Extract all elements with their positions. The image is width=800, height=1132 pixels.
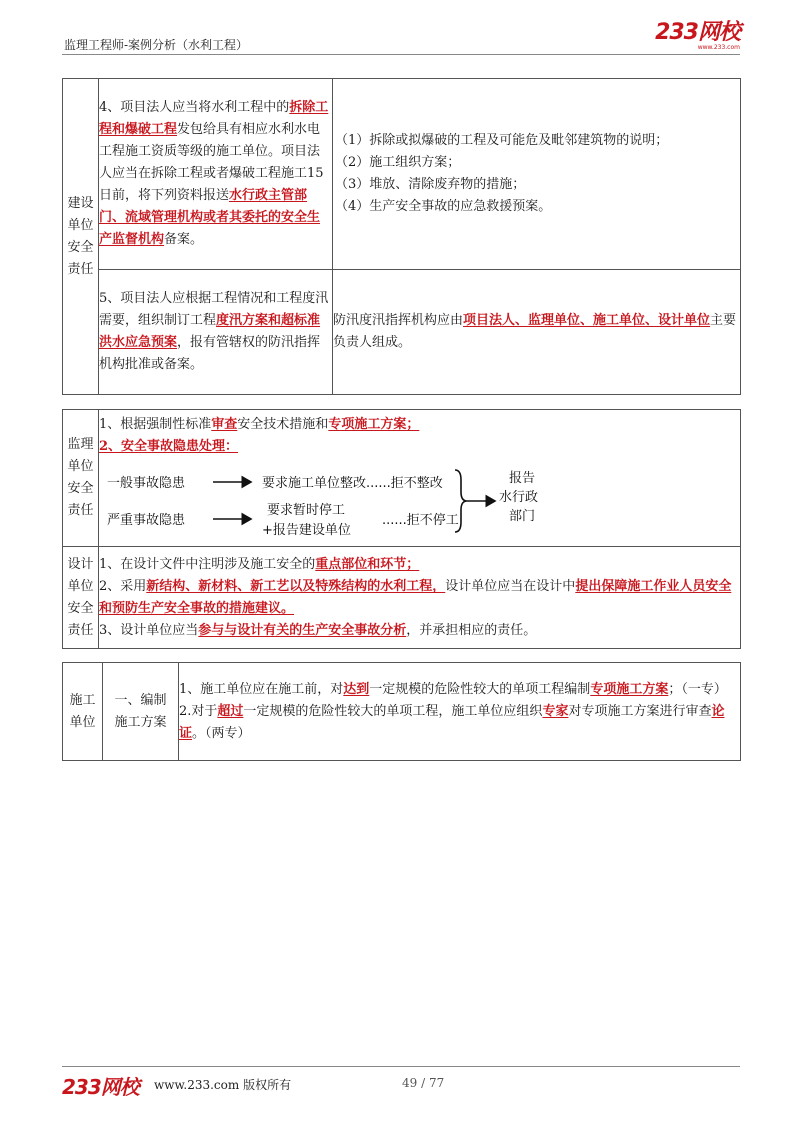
contractor-content: [179, 663, 741, 761]
item4-u1: 拆除工程和爆破工程: [99, 100, 329, 137]
con-l1b: 一定规模的危险性较大的单项工程编制: [369, 681, 591, 697]
item5-r2: 主要负责人组成。: [333, 313, 737, 350]
brand-logo: [655, 22, 740, 51]
des-l3u: 参与与设计有关的生产安全事故分析: [198, 622, 407, 638]
label-report-2: 水行政: [499, 490, 539, 505]
logo-url: www.233.com: [697, 44, 740, 51]
page-number: 49 / 77: [402, 1076, 445, 1090]
page-footer: [62, 1066, 740, 1097]
material-item: （3）堆放、清除废弃物的措施；: [335, 177, 526, 192]
table-supervision-design: [62, 409, 741, 649]
label-serious-refuse: ......拒不停工: [382, 513, 459, 528]
item4-u2: 水行政主管部门、流域管理机构或者其委托的安全生产监督机构: [99, 188, 321, 247]
doc-title: 监理工程师-案例分析（水利工程）: [64, 38, 249, 52]
contractor-line1: [179, 679, 740, 701]
con-l2u3: 论证: [179, 703, 725, 741]
con-l2a: 2.对于: [179, 703, 218, 719]
des-l3b: ，并承担相应的责任。: [406, 622, 537, 638]
des-l2u2: 提出保障施工作业人员安全和预防生产安全事故的措施建议。: [99, 578, 732, 616]
material-item: （2）施工组织方案；: [335, 155, 461, 170]
item5-text: [99, 270, 333, 395]
label-report-3: 部门: [509, 509, 536, 524]
sup-l2u: 2、安全事故隐患处理：: [99, 439, 239, 454]
label-serious-action-1: 要求暂时停工: [267, 503, 346, 518]
con-l2u1: 超过: [217, 703, 244, 719]
con-l1c: ；（一专）: [668, 681, 727, 697]
sup-l1u2: 专项施工方案；: [328, 417, 420, 432]
con-l1u1: 达到: [343, 681, 370, 697]
footer-logo: 233网校: [62, 1075, 139, 1099]
con-l2d: 。（两专）: [192, 725, 251, 741]
row-label-supervision: [63, 410, 99, 547]
des-l2u1: 新结构、新材料、新工艺以及特殊结构的水利工程，: [146, 578, 446, 594]
row-sublabel-plan: [103, 663, 179, 761]
des-l2b: 设计单位应当在设计中: [445, 578, 576, 594]
footer-copyright: www.233.com 版权所有: [154, 1078, 292, 1092]
des-l1u: 重点部位和环节；: [315, 556, 420, 572]
row-label-construction: [63, 79, 99, 395]
item4-p1: 4、项目法人应当将水利工程中的: [99, 100, 290, 115]
label-text: 施工 单位: [69, 692, 96, 730]
supervision-line1: [99, 414, 740, 436]
item4-materials: [333, 79, 741, 270]
item5-r1: 防汛度汛指挥机构应由: [333, 313, 464, 328]
supervision-line2: [99, 436, 740, 458]
contractor-line2: [179, 701, 740, 745]
row-label-contractor: [63, 663, 103, 761]
table-construction-unit: [62, 78, 741, 395]
label-report-1: 报告: [509, 471, 536, 486]
sup-l1b: 安全技术措施和: [237, 417, 329, 432]
design-line3: [99, 620, 740, 642]
label-serious-action-2: +报告建设单位: [262, 523, 351, 538]
label-text: 设计 单位 安全 责任: [67, 556, 94, 638]
table-construction-company: [62, 662, 741, 761]
design-content: [99, 547, 741, 649]
sup-l1u1: 审查: [211, 417, 238, 432]
item5-ru: 项目法人、监理单位、施工单位、设计单位: [463, 313, 711, 328]
item4-p2: 发包给具有相应水利水电工程施工资质等级的施工单位。项目法人应当在拆除工程或者爆破工程施工15日前，将下列资料报送: [99, 122, 324, 203]
item5-u1: 度汛方案和超标准洪水应急预案: [99, 313, 321, 350]
sup-l1a: 1、根据强制性标准: [99, 417, 212, 432]
des-l3a: 3、设计单位应当: [99, 622, 199, 638]
row-label-design: [63, 547, 99, 649]
hazard-diagram: [99, 458, 740, 546]
item5-right: [333, 270, 741, 395]
design-line1: [99, 554, 740, 576]
supervision-content: [99, 410, 741, 547]
con-l2b: 一定规模的危险性较大的单项工程，施工单位应组织: [243, 703, 543, 719]
material-item: （4）生产安全事故的应急救援预案。: [335, 199, 552, 214]
item4-text: [99, 79, 333, 270]
label-general-hazard: 一般事故隐患: [107, 476, 186, 491]
label-general-action: 要求施工单位整改......拒不整改: [262, 476, 443, 491]
con-l1u2: 专项施工方案: [590, 681, 669, 697]
con-l2c: 对专项施工方案进行审查: [568, 703, 712, 719]
label-text: 建设 单位 安全 责任: [67, 195, 94, 277]
material-item: （1）拆除或拟爆破的工程及可能危及毗邻建筑物的说明；: [335, 133, 669, 148]
label-serious-hazard: 严重事故隐患: [107, 513, 186, 528]
label-text: 监理 单位 安全 责任: [67, 437, 94, 518]
con-l2u2: 专家: [542, 703, 569, 719]
page-header: [62, 20, 740, 55]
sublabel-text: 一、编制 施工方案: [114, 692, 167, 730]
des-l1a: 1、在设计文件中注明涉及施工安全的: [99, 556, 316, 572]
item5-p1: 5、项目法人应根据工程情况和工程度汛需要，组织制订工程: [99, 291, 329, 328]
des-l2a: 2、采用: [99, 578, 147, 594]
item4-p3: 备案。: [164, 232, 204, 247]
logo-text: 233网校: [655, 20, 740, 45]
item5-p2: ，报有管辖权的防汛指挥机构批准或备案。: [99, 335, 321, 372]
design-line2: [99, 576, 740, 620]
con-l1a: 1、施工单位应在施工前，对: [179, 681, 344, 697]
